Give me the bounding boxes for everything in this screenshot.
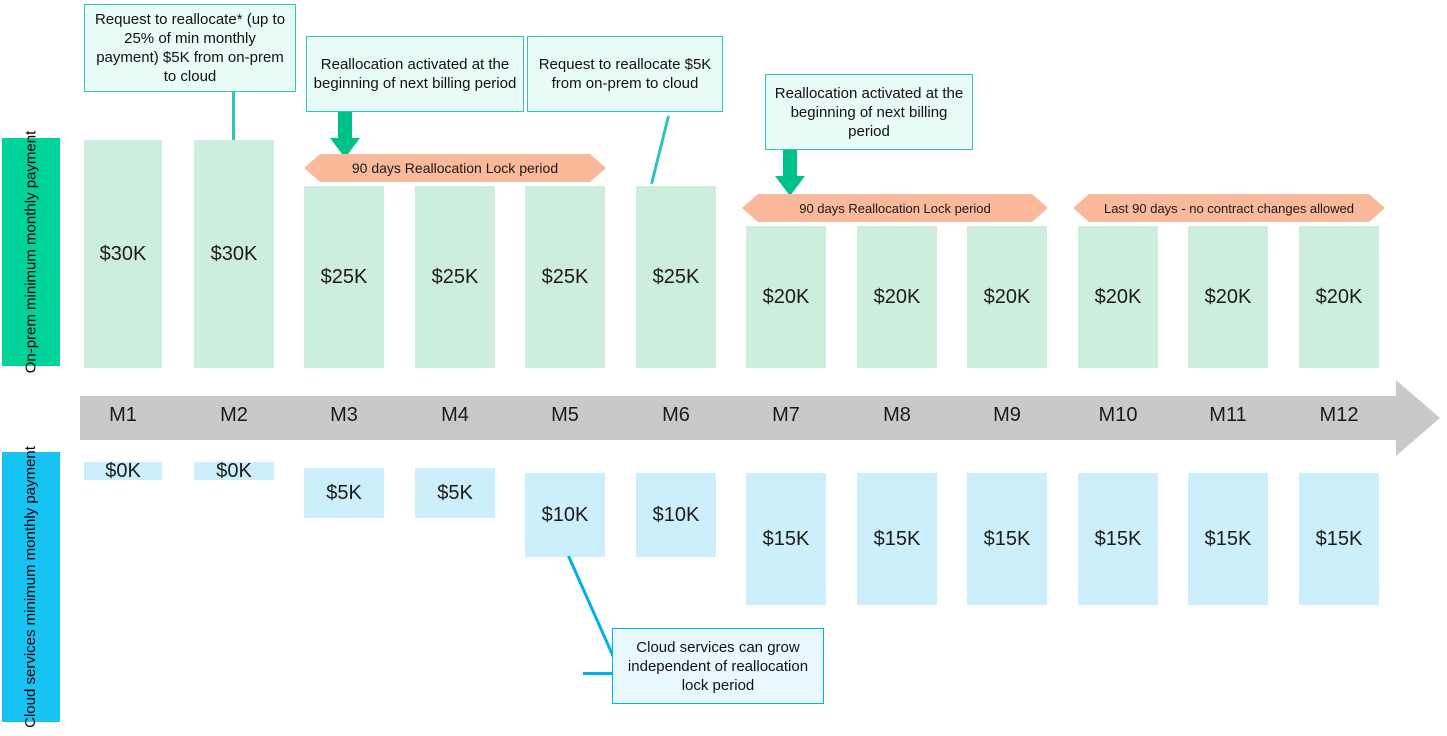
cloud-bar-m1 xyxy=(84,459,162,482)
month-label-m12: M12 xyxy=(1319,404,1359,426)
connector-cloud-note xyxy=(567,555,618,664)
cloud-bar-m3 xyxy=(304,468,384,518)
cloud-bar-m8 xyxy=(857,473,937,605)
cloud-bar-m6-value: $10K xyxy=(652,503,700,526)
lock-period-bar-2-left-arrow-icon xyxy=(742,194,758,222)
callout-cloud-growth-note: Cloud services can grow independent of reallocation lock period xyxy=(612,628,824,704)
onprem-bar-m10-value: $20K xyxy=(1094,285,1142,308)
cloud-axis-label-text: Cloud services minimum monthly payment xyxy=(22,446,40,728)
cloud-bar-m10-value: $15K xyxy=(1094,527,1142,550)
month-label-m8: M8 xyxy=(883,404,911,426)
onprem-bar-m10 xyxy=(1078,226,1158,368)
lock-period-bar-3 xyxy=(1073,194,1385,222)
onprem-bar-m1-value: $30K xyxy=(99,242,147,265)
lock-period-bar-1-left-arrow-icon xyxy=(304,154,320,182)
onprem-bar-m7-value: $20K xyxy=(762,285,810,308)
onprem-bar-m3 xyxy=(304,186,384,368)
onprem-bar-m8-value: $20K xyxy=(873,285,921,308)
month-label-m1: M1 xyxy=(109,404,137,426)
connector-cloud-note-tail xyxy=(583,672,615,675)
onprem-bar-m8 xyxy=(857,226,937,368)
month-label-m5: M5 xyxy=(551,404,579,426)
lock-period-bar-2-right-arrow-icon xyxy=(1032,194,1048,222)
onprem-bar-m12 xyxy=(1299,226,1379,368)
cloud-bar-m4 xyxy=(415,468,495,518)
lock-period-bar-3-left-arrow-icon xyxy=(1073,194,1089,222)
activation-arrow-2-icon xyxy=(775,150,805,196)
cloud-bar-m1-value: $0K xyxy=(105,459,141,482)
cloud-bar-m11 xyxy=(1188,473,1268,605)
onprem-axis-label xyxy=(2,130,60,374)
onprem-bar-m2 xyxy=(194,140,274,368)
onprem-bar-m7 xyxy=(746,226,826,368)
onprem-bar-m3-value: $25K xyxy=(320,265,368,288)
cloud-bar-m12-value: $15K xyxy=(1315,527,1363,550)
cloud-bar-m9-value: $15K xyxy=(983,527,1031,550)
onprem-bar-m6-value: $25K xyxy=(652,265,700,288)
cloud-bar-m5-value: $10K xyxy=(541,503,589,526)
cloud-axis-label xyxy=(2,446,60,728)
cloud-bar-m7-value: $15K xyxy=(762,527,810,550)
cloud-bar-m11-value: $15K xyxy=(1204,527,1252,550)
cloud-bar-m3-value: $5K xyxy=(326,481,362,504)
lock-period-bar-3-right-arrow-icon xyxy=(1369,194,1385,222)
cloud-bar-m7 xyxy=(746,473,826,605)
cloud-bar-m12 xyxy=(1299,473,1379,605)
lock-period-bar-2 xyxy=(742,194,1048,222)
onprem-bar-m9-value: $20K xyxy=(983,285,1031,308)
lock-period-bar-1-label: 90 days Reallocation Lock period xyxy=(351,160,559,176)
month-label-m6: M6 xyxy=(662,404,690,426)
callout-reallocation-activated-1: Reallocation activated at the beginning of next billing period xyxy=(306,36,524,112)
activation-arrow-1-icon xyxy=(330,112,360,158)
cloud-bar-m4-value: $5K xyxy=(437,481,473,504)
month-label-m11: M11 xyxy=(1209,404,1247,426)
callout-request-reallocate-2: Request to reallocate $5K from on-prem to cloud xyxy=(527,36,723,112)
timeline-axis-arrow-icon xyxy=(1396,380,1440,456)
onprem-bar-m6 xyxy=(636,186,716,368)
onprem-bar-m1 xyxy=(84,140,162,368)
lock-period-bar-1-right-arrow-icon xyxy=(590,154,606,182)
connector-request-2 xyxy=(650,116,670,185)
lock-period-bar-2-label: 90 days Reallocation Lock period xyxy=(799,200,991,216)
cloud-bar-m6 xyxy=(636,473,716,557)
cloud-bar-m9 xyxy=(967,473,1047,605)
month-label-m4: M4 xyxy=(441,404,469,426)
month-label-m7: M7 xyxy=(772,404,800,426)
month-label-m3: M3 xyxy=(330,404,358,426)
month-label-m9: M9 xyxy=(993,404,1021,426)
onprem-bar-m5-value: $25K xyxy=(541,265,589,288)
onprem-bar-m5 xyxy=(525,186,605,368)
onprem-bar-m4-value: $25K xyxy=(431,265,479,288)
callout-reallocation-activated-2: Reallocation activated at the beginning of next billing period xyxy=(765,74,973,150)
cloud-bar-m2-value: $0K xyxy=(216,459,252,482)
onprem-bar-m12-value: $20K xyxy=(1315,285,1363,308)
lock-period-bar-1 xyxy=(304,154,606,182)
connector-request-1 xyxy=(232,92,235,140)
lock-period-bar-3-label: Last 90 days - no contract changes allowed xyxy=(1103,200,1355,216)
cloud-bar-m10 xyxy=(1078,473,1158,605)
month-label-m2: M2 xyxy=(220,404,248,426)
onprem-bar-m11-value: $20K xyxy=(1204,285,1252,308)
cloud-bar-m2 xyxy=(194,459,274,482)
cloud-bar-m8-value: $15K xyxy=(873,527,921,550)
onprem-bar-m9 xyxy=(967,226,1047,368)
onprem-bar-m11 xyxy=(1188,226,1268,368)
onprem-axis-label-text: On-prem minimum monthly payment xyxy=(22,130,40,374)
cloud-bar-m5 xyxy=(525,473,605,557)
onprem-bar-m4 xyxy=(415,186,495,368)
onprem-bar-m2-value: $30K xyxy=(210,242,258,265)
month-label-m10: M10 xyxy=(1098,404,1138,426)
callout-request-reallocate-1: Request to reallocate* (up to 25% of min monthly payment) $5K from on-prem to cloud xyxy=(84,4,296,92)
